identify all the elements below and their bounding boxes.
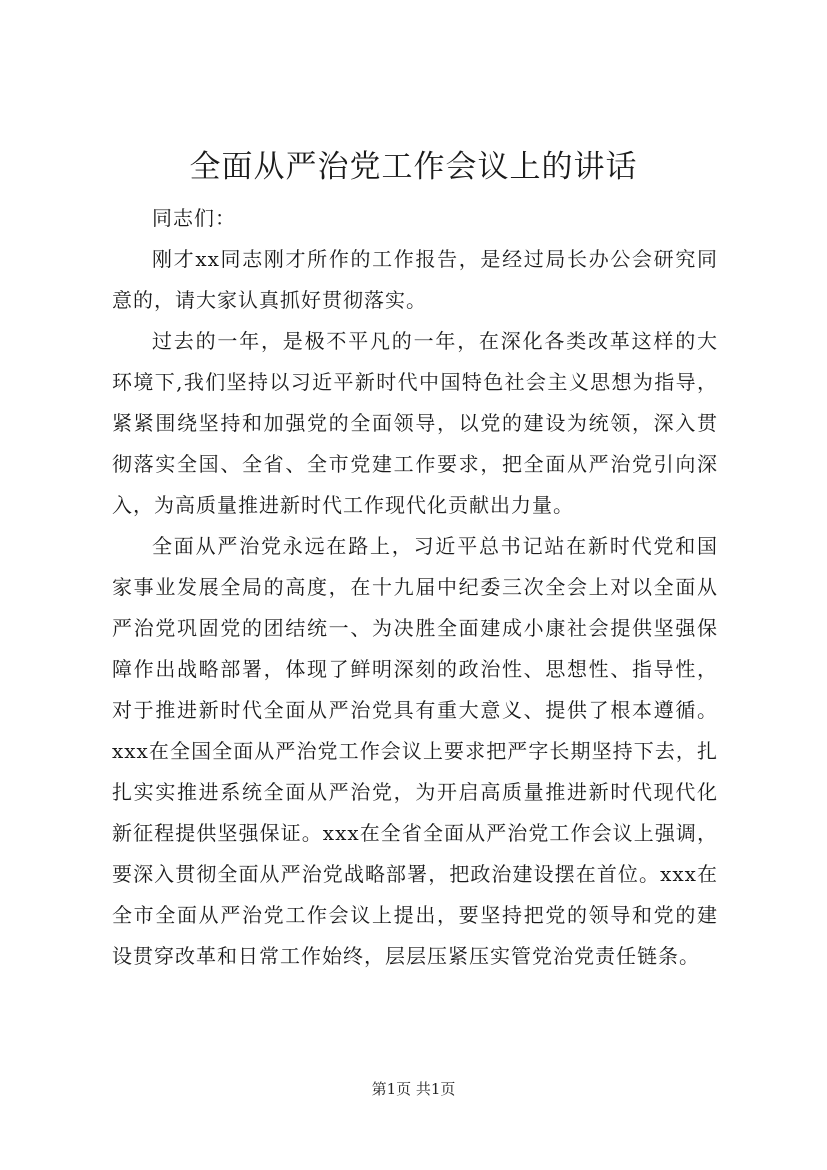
- paragraph-2: 过去的一年，是极不平凡的一年，在深化各类改革这样的大环境下,我们坚持以习近平新时代中国特色社会主义思想为指导，紧紧围绕坚持和加强党的全面领导，以党的建设为统领，深入贯彻落实全国、全省、全市党建工作要求，把全面从严治党引向深入，为高质量推进新时代工作现代化贡献出力量。: [112, 329, 718, 517]
- salutation: 同志们：: [152, 206, 236, 230]
- page-footer: 第1页 共1页: [371, 1080, 456, 1098]
- paragraph-3: 全面从严治党永远在路上，习近平总书记站在新时代党和国家事业发展全局的高度，在十九届中纪委三次全会上对以全面从严治党巩固党的团结统一、为决胜全面建成小康社会提供坚强保障作出战略部署，体现了鲜明深刻的政治性、思想性、指导性，对于推进新时代全面从严治党具有重大意义、提供了根本遵循。xxx在全国全面从严治党工作会议上要求把严字长期坚持下去，扎扎实实推进系统全面从严治党，为开启高质量推进新时代现代化新征程提供坚强保证。xxx在全省全面从严治党工作会议上强调，要深入贯彻全面从严治党战略部署，把政治建设摆在首位。xxx在全市全面从严治党工作会议上提出，要坚持把党的领导和党的建设贯穿改革和日常工作始终，层层压紧压实管党治党责任链条。: [112, 534, 718, 968]
- document-body: [112, 198, 718, 977]
- document-title: 全面从严治党工作会议上的讲话: [189, 149, 638, 185]
- paragraph-1: 刚才xx同志刚才所作的工作报告，是经过局长办公会研究同意的，请大家认真抓好贯彻落实。: [112, 247, 718, 312]
